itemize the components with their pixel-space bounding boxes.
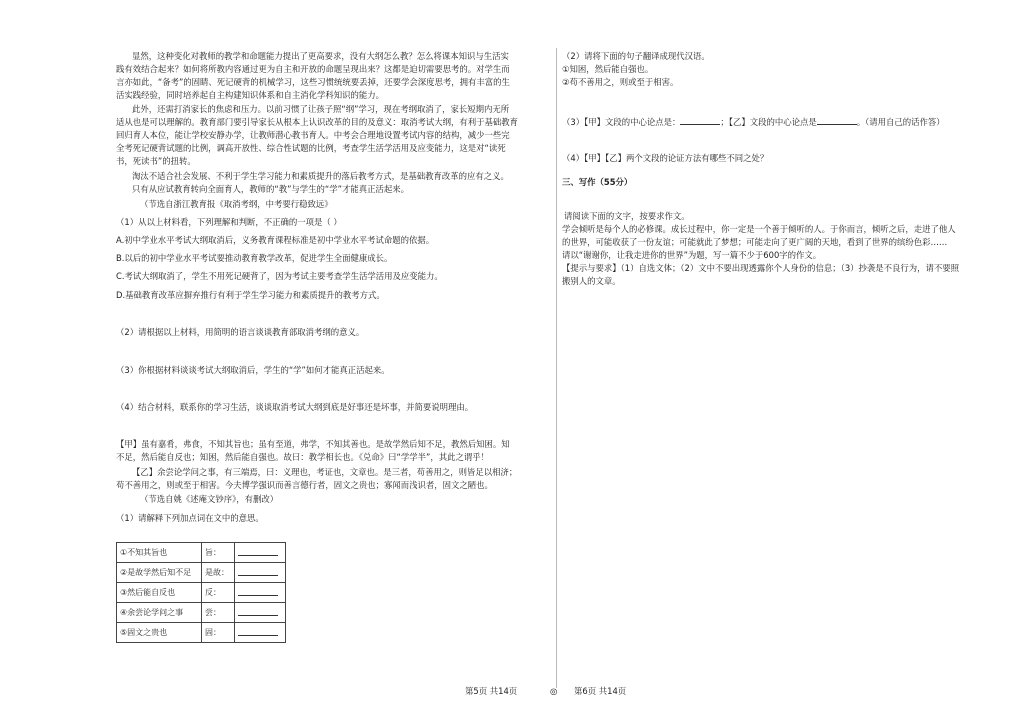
- table-cell-char: 反：: [202, 583, 235, 603]
- question-5: （1）请解释下列加点词在文中的意思。: [116, 513, 264, 523]
- writing-title-instruction: 请以“谢谢你，让我走进你的世界”为题，写一篇不少于600字的作文。: [562, 250, 822, 260]
- text-line: 适从也是可以理解的。教育部门要引导家长从根本上认识改革的目的及意义：取消考试大纲，有利于基础教育: [116, 117, 518, 127]
- section-heading-writing: 三、写作（55分）: [562, 177, 633, 187]
- writing-requirements: 【提示与要求】（1）自选文体；（2）文中不要出现透露你个人身份的信息；（3）抄袭是不良行为，请不要照: [562, 263, 960, 273]
- answer-blank[interactable]: [235, 563, 286, 583]
- source-note-2: （节选自姚《述庵文钞序》，有删改）: [140, 494, 279, 504]
- text-line: 全考死记硬背试题的比例，调高开放性、综合性试题的比例，考查学生活学活用及应变能力，这是对“读死: [116, 143, 506, 153]
- paragraph-4: 只有从应试教育转向全面育人，教师的“教”与学生的“学”才能真正活起来。: [132, 184, 409, 194]
- paragraph-1: [116, 50, 548, 102]
- text-line: 【乙】余尝论学问之事，有三端焉，曰：义理也，考证也，文章也。是三者，苟善用之，则皆足以相济；: [132, 467, 518, 477]
- text-line: 活实践经验，同时培养起自主构建知识体系和自主消化学科知识的能力。: [116, 90, 384, 100]
- text-line: 践有效结合起来？如何将所教内容通过更为自主和开放的命题呈现出来？这都是迫切需要思考的。对学生而: [116, 64, 510, 74]
- table-row: [117, 563, 286, 583]
- answer-blank[interactable]: [235, 543, 286, 563]
- table-cell-word: ⑤固文之贵也: [117, 623, 202, 643]
- option-b: B.以后的初中学业水平考试要推动教育教学改革，促进学生全面健康成长。: [116, 253, 393, 263]
- question-6b: ②苟不善用之，则或至于相害。: [562, 77, 679, 87]
- writing-instruction: 请阅读下面的文字，按要求作文。: [564, 211, 690, 221]
- answer-blank[interactable]: [235, 583, 286, 603]
- question-7-part-a: （3）【甲】文段的中心论点是：: [562, 117, 681, 127]
- table-cell-char: 是故：: [202, 563, 235, 583]
- text-line: 不足，然后能自反也；知困，然后能自强也。故曰：教学相长也。《兑命》曰“学学半”，其此之谓乎！: [116, 452, 489, 462]
- text-line: 此外，还需打消家长的焦虑和压力。以前习惯了让孩子照“纲”学习，现在考纲取消了，家长短期内无所: [132, 104, 510, 114]
- option-c: C.考试大纲取消了，学生不用死记硬背了，因为考试主要考查学生活学活用及应变能力。: [116, 271, 443, 281]
- table-cell-word: ④余尝论学问之事: [117, 603, 202, 623]
- text-line: 书，死读书”的扭转。: [116, 156, 196, 166]
- question-8: （4）【甲】【乙】两个文段的论证方法有哪些不同之处？: [562, 153, 769, 163]
- question-7-part-c: 。（请用自己的话作答）: [856, 117, 945, 127]
- option-d: D.基础教育改革应摒弃推行有利于学生学习能力和素质提升的教考方式。: [116, 290, 385, 300]
- passage-yi: [116, 466, 548, 492]
- text-line: 回归育人本位，能让学校安静办学，让教师潜心教书育人。中考会合理地设置考试内容的结构，减少一些完: [116, 130, 510, 140]
- paragraph-2: [116, 103, 548, 168]
- passage-jia: [116, 438, 548, 464]
- table-row: [117, 623, 286, 643]
- table-cell-char: 旨：: [202, 543, 235, 563]
- writing-prompt-line: 的世界，可能收获了一份友谊；可能就此了梦想；可能走向了更广阔的天地，看到了世界的缤纷色彩……: [562, 237, 948, 247]
- question-1: （1）从以上材料看，下列理解和判断，不正确的一项是（ ）: [116, 217, 342, 227]
- text-line: 言亦如此，“备考”的固睛、死记硬背的机械学习，这些习惯统统要丢掉，还要学会深度思考，拥有丰富的生: [116, 77, 510, 87]
- question-6a: ①知困，然后能自强也。: [562, 64, 654, 74]
- definitions-table: [116, 542, 286, 643]
- table-cell-word: ①不知其旨也: [117, 543, 202, 563]
- paragraph-3: 淘汰不适合社会发展、不利于学生学习能力和素质提升的落后教考方式，是基础教育改革的应有之义。: [132, 171, 509, 181]
- table-row: [117, 583, 286, 603]
- question-4: （4）结合材料，联系你的学习生活，谈谈取消考试大纲到底是好事还是坏事，并简要说明理由。: [116, 402, 474, 412]
- answer-blank[interactable]: [680, 115, 720, 125]
- text-line: 显然，这种变化对教师的教学和命题能力提出了更高要求，没有大纲怎么教？怎么将课本知识与生活实: [132, 51, 509, 61]
- question-2: （2）请根据以上材料，用简明的语言谈谈教育部取消考纲的意义。: [116, 327, 365, 337]
- text-line: 苟不善用之，则或至于相害。今夫博学强识而善言德行者，固文之贵也；寡闻而浅识者，固文之陋也。: [116, 480, 493, 490]
- column-divider: [556, 48, 557, 688]
- center-symbol: ◎: [550, 686, 558, 696]
- answer-blank[interactable]: [817, 115, 857, 125]
- option-a: A.初中学业水平考试大纲取消后，义务教育课程标准是初中学业水平考试命题的依据。: [116, 235, 435, 245]
- table-row: [117, 543, 286, 563]
- question-7: [562, 115, 992, 129]
- page-number-left: 第5页 共14页: [465, 686, 518, 696]
- table-cell-word: ②是故学然后知不足: [117, 563, 202, 583]
- source-note-1: （节选自浙江教育报《取消考纲，中考要行稳致远》: [140, 199, 333, 209]
- question-6: （2）请将下面的句子翻译成现代汉语。: [562, 51, 710, 61]
- table-row: [117, 603, 286, 623]
- text-line: 【甲】虽有嘉肴，弗食，不知其旨也；虽有至道，弗学，不知其善也。是故学然后知不足，教然后知困。知: [116, 439, 510, 449]
- answer-blank[interactable]: [235, 623, 286, 643]
- writing-prompt-line: 学会倾听是每个人的必修课。成长过程中，你一定是一个善于倾听的人。于你而言，倾听之后，走进了他人: [562, 224, 956, 234]
- table-cell-word: ③然后能自反也: [117, 583, 202, 603]
- table-cell-char: 尝：: [202, 603, 235, 623]
- question-3: （3）你根据材料谈谈考试大纲取消后，学生的“学”如何才能真正活起来。: [116, 365, 390, 375]
- page-number-right: 第6页 共14页: [574, 686, 627, 696]
- writing-requirements-cont: 搬别人的文章。: [562, 276, 621, 286]
- table-cell-char: 固：: [202, 623, 235, 643]
- answer-blank[interactable]: [235, 603, 286, 623]
- question-7-part-b: ；【乙】文段的中心论点是: [720, 117, 817, 127]
